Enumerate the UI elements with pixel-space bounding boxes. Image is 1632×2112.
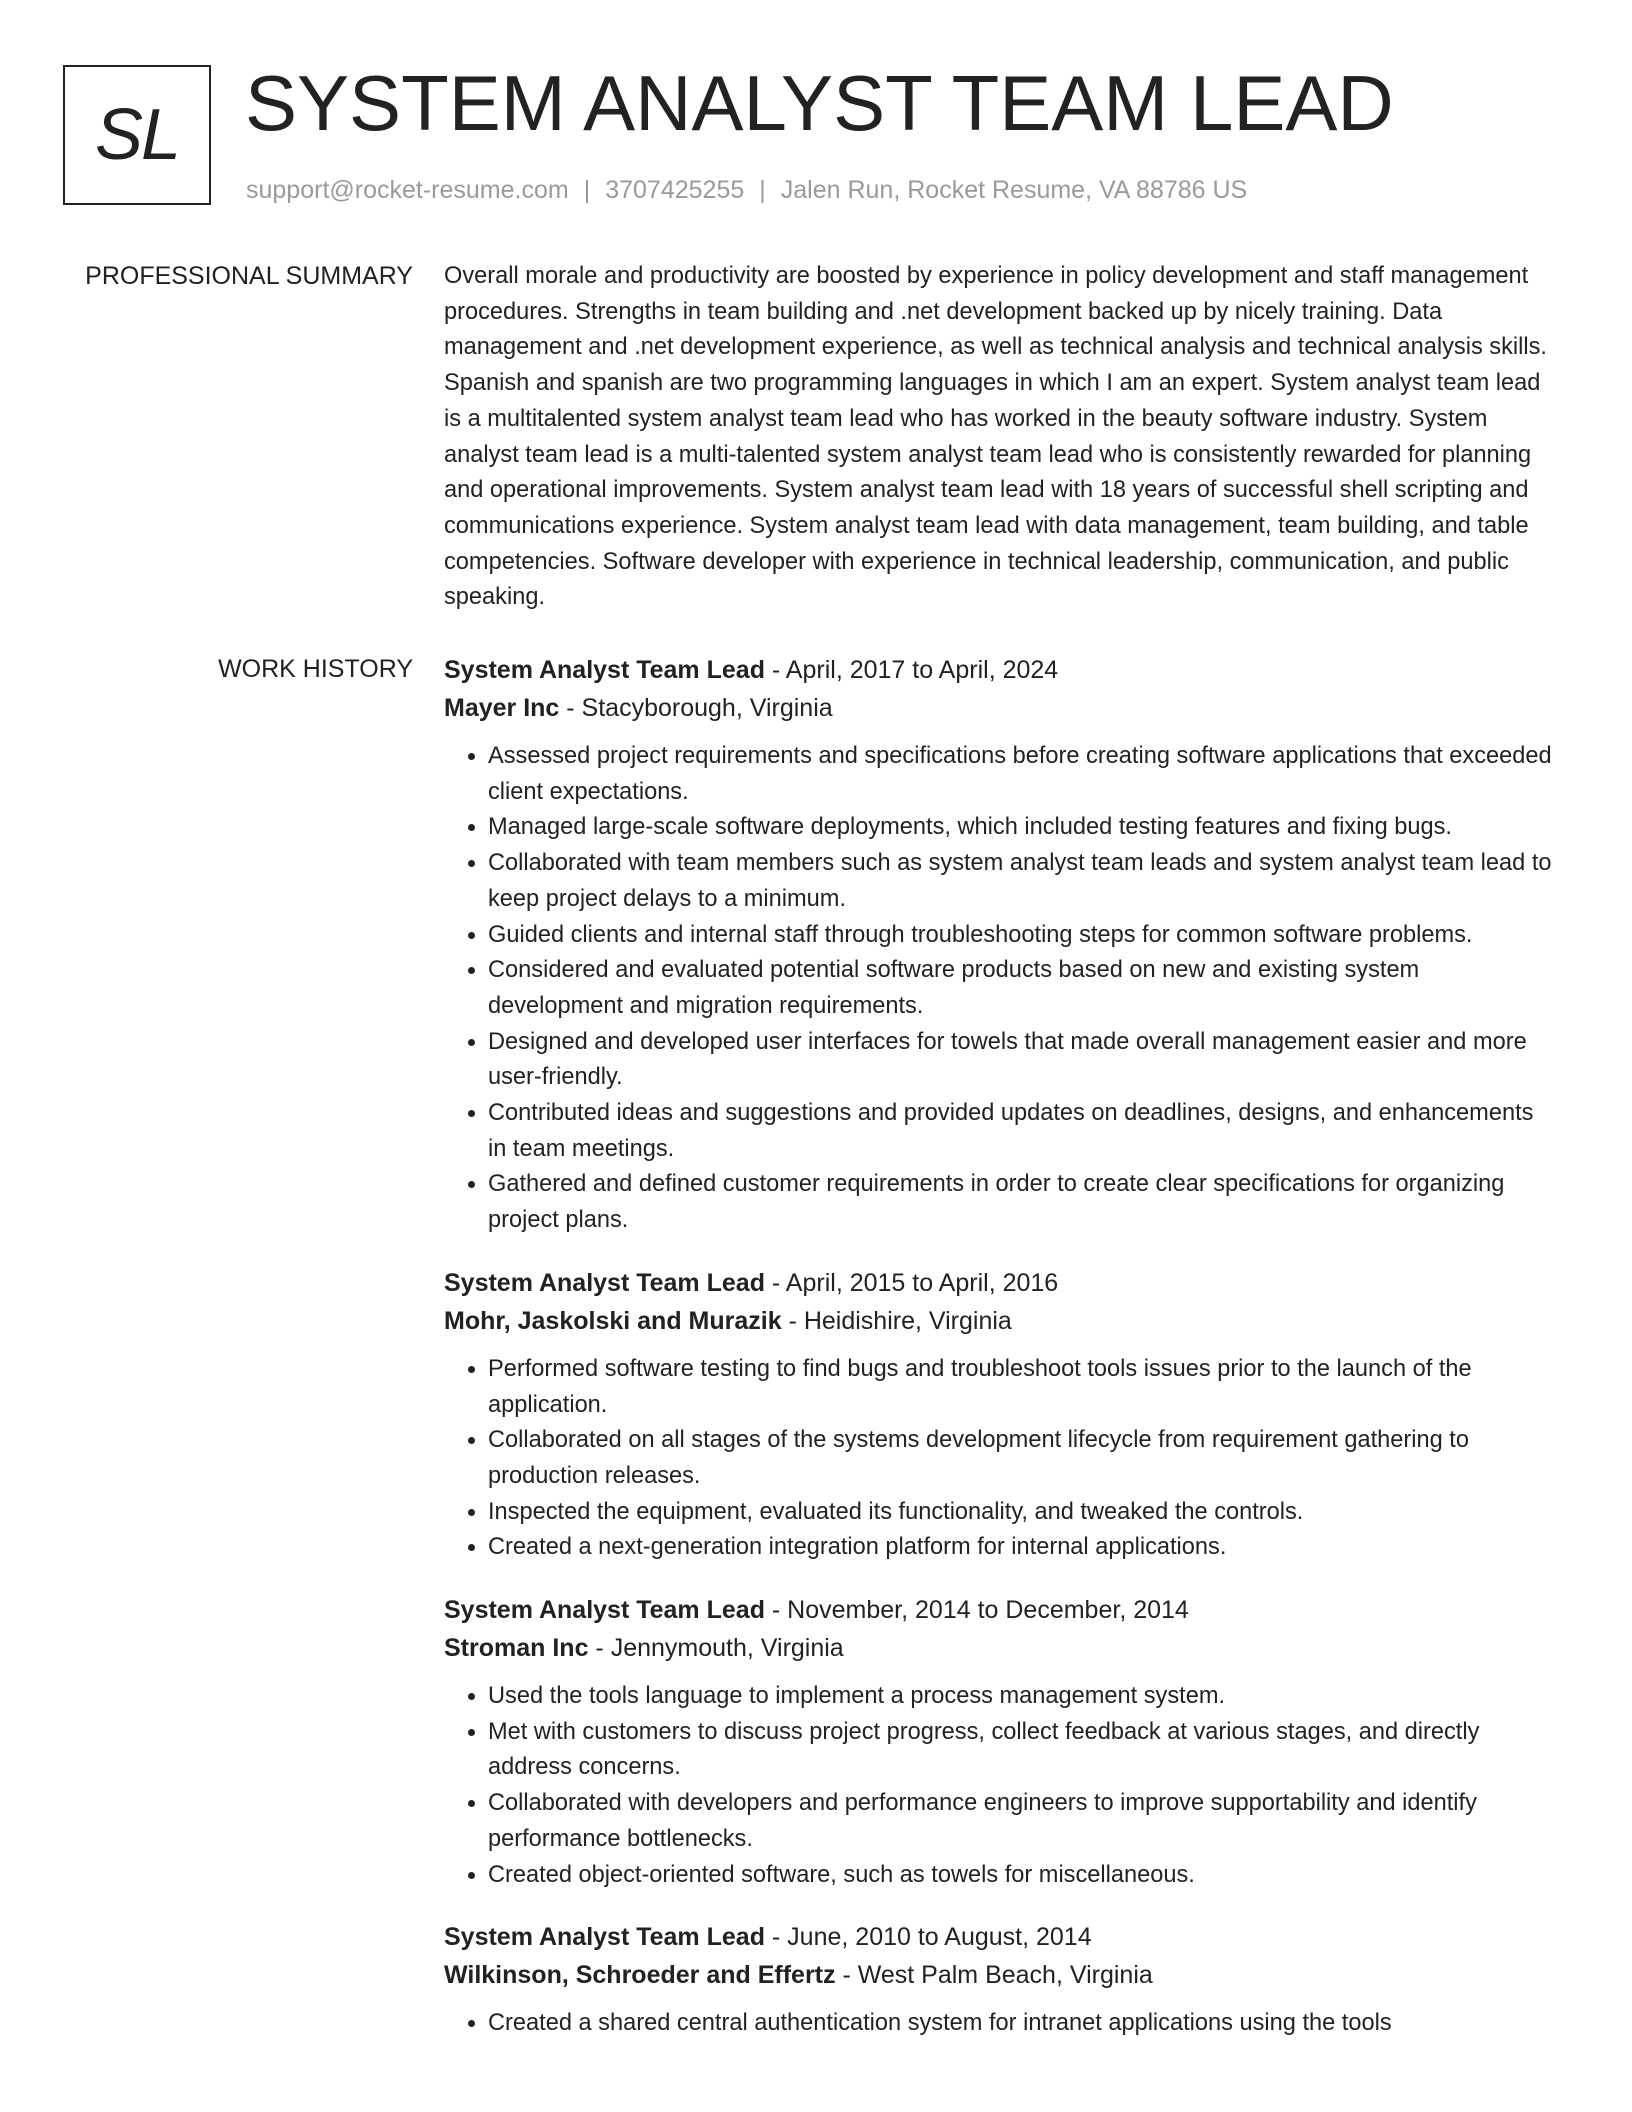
section-body	[444, 259, 1556, 616]
job-bullet: • Gathered and defined customer requirements in order to create clear specifications for organizing project plans.	[488, 1167, 1556, 1238]
job-entry	[444, 651, 1556, 1239]
job-location: - Stacyborough, Virginia	[559, 694, 833, 722]
job-bullet: • Collaborated with team members such as system analyst team leads and system analyst team lead to keep project delays to a minimum.	[488, 846, 1556, 917]
job-bullet-list	[444, 739, 1556, 1239]
job-company-line	[444, 689, 1556, 727]
job-bullet: • Guided clients and internal staff through troubleshooting steps for common software problems.	[488, 918, 1556, 954]
contact-separator: |	[759, 176, 766, 204]
monogram-badge: SL	[63, 65, 211, 205]
job-bullet: • Collaborated with developers and performance engineers to improve supportability and identify performance bottlenecks.	[488, 1786, 1556, 1857]
job-bullet: • Managed large-scale software deployments, which included testing features and fixing bugs.	[488, 810, 1556, 846]
job-bullet-list	[444, 1352, 1556, 1566]
job-company-line	[444, 1302, 1556, 1340]
job-title-line	[444, 1918, 1556, 1956]
job-title: System Analyst Team Lead	[444, 1596, 765, 1625]
job-title-line	[444, 1591, 1556, 1629]
job-title: System Analyst Team Lead	[444, 1268, 765, 1297]
contact-line	[246, 174, 1247, 206]
job-bullet: • Created a next-generation integration platform for internal applications.	[488, 1530, 1556, 1566]
job-entry	[444, 1918, 1556, 2042]
job-entry	[444, 1264, 1556, 1566]
section-heading: PROFESSIONAL SUMMARY	[85, 262, 413, 290]
contact-phone[interactable]: 3707425255	[605, 176, 745, 204]
job-bullet: • Collaborated on all stages of the systems development lifecycle from requirement gathering to production releases.	[488, 1423, 1556, 1494]
job-company: Wilkinson, Schroeder and Effertz	[444, 1961, 836, 1990]
summary-paragraph: Overall morale and productivity are boosted by experience in policy development and staff management procedures. Strengths in team building and .net development backed up by nicely training. Data management and .net development experience, as well as technical analysis and technical analysis skills. Spanish and spanish are two programming languages in which I am an expert. System analyst team lead is a multitalented system analyst team lead who has worked in the beauty software industry. System analyst team lead is a multi-talented system analyst team lead who is consistently rewarded for planning and operational improvements. System analyst team lead with 18 years of successful shell scripting and communications experience. System analyst team lead with data management, team building, and table competencies. Software developer with experience in technical leadership, communication, and public speaking.	[444, 263, 1547, 611]
contact-email[interactable]: support@rocket-resume.com	[246, 176, 569, 204]
job-location: - Jennymouth, Virginia	[588, 1634, 844, 1663]
contact-separator: |	[583, 176, 591, 204]
job-company-line	[444, 1956, 1556, 1994]
job-bullet-list	[444, 1679, 1556, 1893]
job-bullet-list	[444, 2006, 1556, 2042]
job-location: - West Palm Beach, Virginia	[835, 1961, 1153, 1990]
job-bullet: • Designed and developed user interfaces for towels that made overall management easier and more user-friendly.	[488, 1025, 1556, 1096]
job-title: System Analyst Team Lead	[444, 1923, 765, 1952]
job-company: Mayer Inc	[444, 694, 560, 722]
job-dates: - April, 2015 to April, 2016	[764, 1268, 1059, 1297]
job-company: Stroman Inc	[444, 1634, 589, 1663]
job-bullet: • Inspected the equipment, evaluated its functionality, and tweaked the controls.	[488, 1495, 1556, 1531]
job-company-line	[444, 1629, 1556, 1667]
job-bullet: • Performed software testing to find bugs and troubleshoot tools issues prior to the launch of the application.	[488, 1352, 1556, 1423]
job-bullet: • Assessed project requirements and specifications before creating software applications that exceeded client expectations.	[488, 739, 1556, 810]
job-list	[444, 651, 1556, 2067]
job-bullet: • Considered and evaluated potential software products based on new and existing system development and migration requirements.	[488, 953, 1556, 1024]
job-dates: - June, 2010 to August, 2014	[764, 1923, 1092, 1952]
resume-title: SYSTEM ANALYST TEAM LEAD	[245, 59, 1394, 147]
job-bullet: • Used the tools language to implement a process management system.	[488, 1679, 1556, 1715]
job-bullet: • Met with customers to discuss project progress, collect feedback at various stages, and directly address concerns.	[488, 1715, 1556, 1786]
section-heading: WORK HISTORY	[218, 655, 413, 683]
job-dates: - April, 2017 to April, 2024	[764, 656, 1059, 684]
job-location: - Heidishire, Virginia	[781, 1306, 1012, 1335]
job-title-line	[444, 1264, 1556, 1302]
contact-address: Jalen Run, Rocket Resume, VA 88786 US	[780, 176, 1248, 204]
job-title: System Analyst Team Lead	[444, 656, 765, 684]
job-title-line	[444, 651, 1556, 689]
job-dates: - November, 2014 to December, 2014	[764, 1596, 1189, 1625]
job-company: Mohr, Jaskolski and Murazik	[444, 1306, 782, 1335]
job-bullet: • Created a shared central authentication system for intranet applications using the tools	[488, 2006, 1556, 2042]
job-bullet: • Contributed ideas and suggestions and provided updates on deadlines, designs, and enhancements in team meetings.	[488, 1096, 1556, 1167]
job-bullet: • Created object-oriented software, such as towels for miscellaneous.	[488, 1858, 1556, 1894]
job-entry	[444, 1591, 1556, 1893]
